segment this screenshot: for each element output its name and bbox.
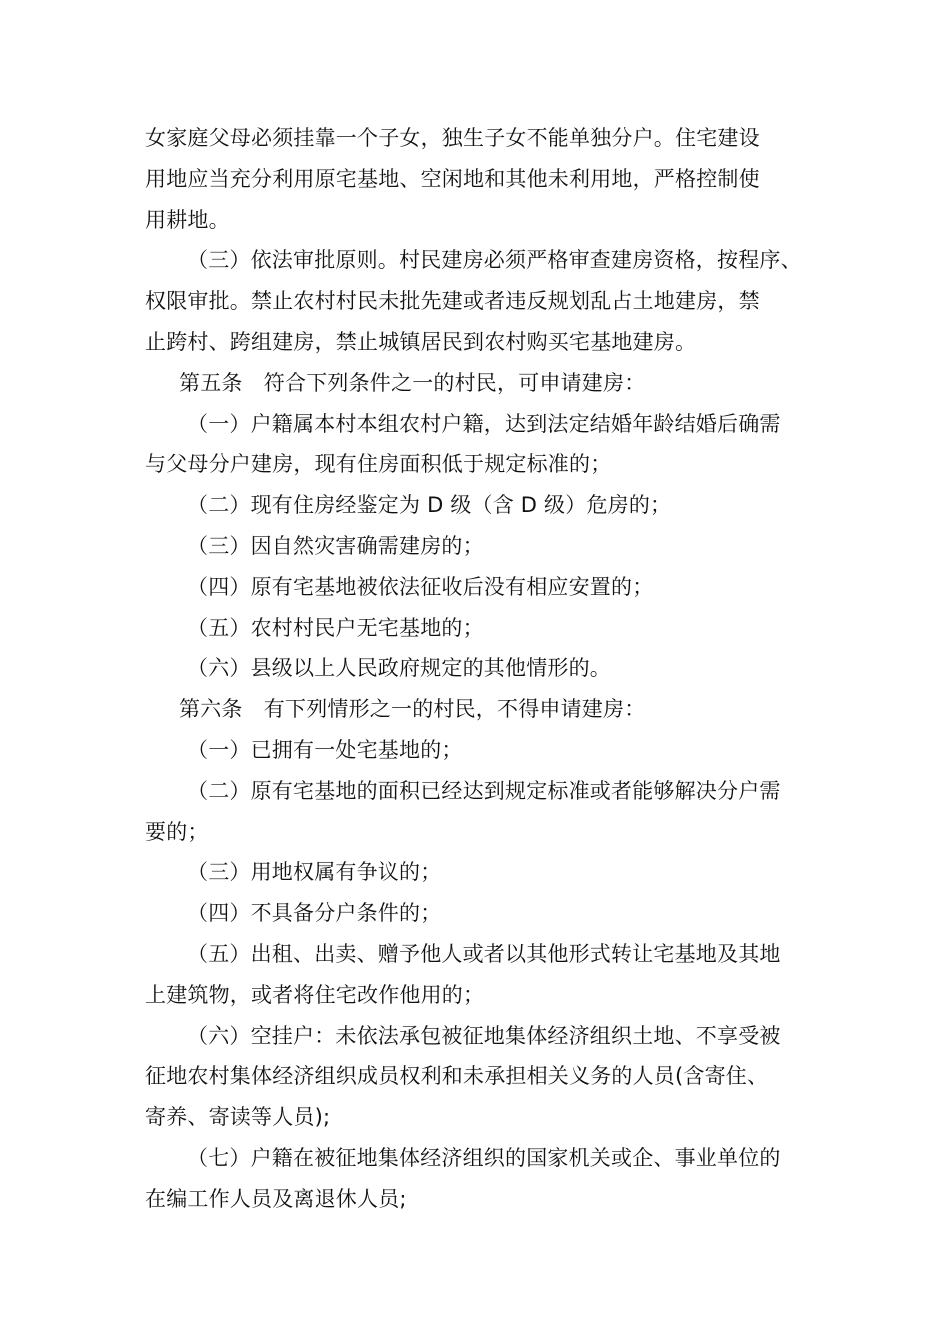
text-line: 止跨村、跨组建房，禁止城镇居民到农村购买宅基地建房。 <box>145 329 697 354</box>
text-line: （七）户籍在被征地集体经济组织的国家机关或企、事业单位的 <box>187 1145 781 1170</box>
text-line: （四）原有宅基地被依法征收后没有相应安置的； <box>187 574 654 599</box>
text-line: 与父母分户建房，现有住房面积低于规定标准的； <box>145 452 612 477</box>
text-line: （三）依法审批原则。村民建房必须严格审查建房资格，按程序、 <box>187 248 802 273</box>
text-line: （四）不具备分户条件的； <box>187 901 442 926</box>
text-line: 上建筑物，或者将住宅改作他用的； <box>145 982 485 1007</box>
text-line: 寄养、寄读等人员); <box>145 1105 331 1130</box>
text-line: （三）因自然灾害确需建房的； <box>187 533 484 558</box>
article-heading: 第五条 符合下列条件之一的村民，可申请建房： <box>179 370 646 395</box>
text-line: （六）县级以上人民政府规定的其他情形的。 <box>187 656 611 681</box>
text-line: 女家庭父母必须挂靠一个子女，独生子女不能单独分户。住宅建设 <box>145 126 760 150</box>
document-body <box>145 118 810 1220</box>
text-line: （二）现有住房经鉴定为 D 级（含 D 级）危房的； <box>187 493 672 518</box>
text-line: 在编工作人员及离退休人员; <box>145 1186 407 1211</box>
text-line: （六）空挂户：未依法承包被征地集体经济组织土地、不享受被 <box>187 1023 781 1048</box>
text-line: （一）已拥有一处宅基地的； <box>187 737 463 762</box>
text-line: （二）原有宅基地的面积已经达到规定标准或者能够解决分户需 <box>187 778 781 803</box>
text-line: 用耕地。 <box>145 207 230 232</box>
text-line: 要的； <box>145 819 209 844</box>
text-line: 权限审批。禁止农村村民未批先建或者违反规划乱占土地建房，禁 <box>145 289 760 314</box>
article-heading: 第六条 有下列情形之一的村民，不得申请建房： <box>179 697 646 722</box>
text-line: （五）农村村民户无宅基地的； <box>187 615 484 640</box>
text-line: 征地农村集体经济组织成员权利和未承担相关义务的人员(含寄住、 <box>145 1064 769 1089</box>
text-line: 用地应当充分利用原宅基地、空闲地和其他未利用地，严格控制使 <box>145 166 760 191</box>
text-line: （一）户籍属本村本组农村户籍，达到法定结婚年龄结婚后确需 <box>187 411 781 436</box>
text-line: （三）用地权属有争议的； <box>187 860 442 885</box>
text-line: （五）出租、出卖、赠予他人或者以其他形式转让宅基地及其地 <box>187 941 781 966</box>
